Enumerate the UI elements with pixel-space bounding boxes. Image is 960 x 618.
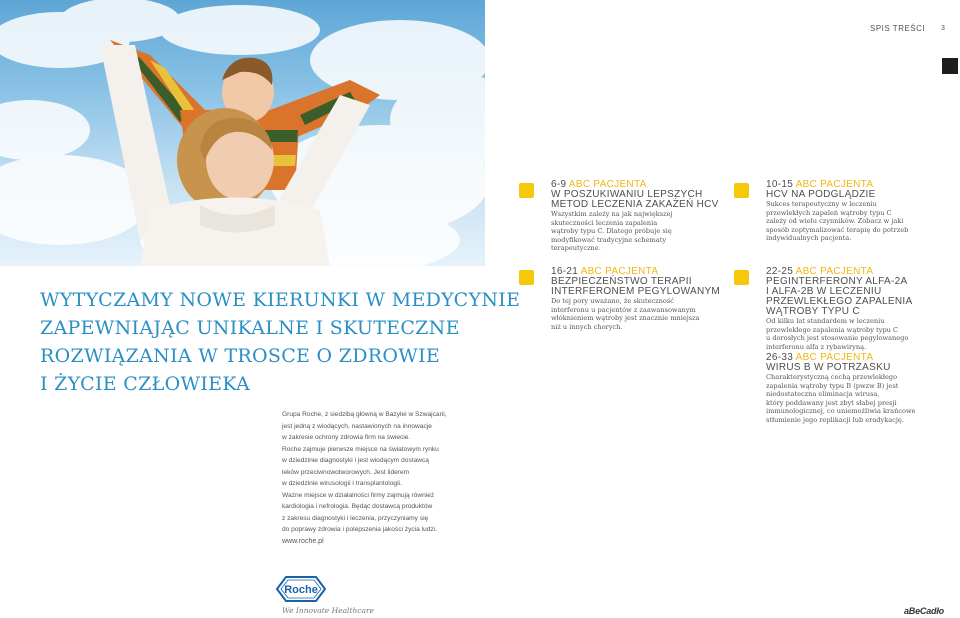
entry-description: Wszystkim zależy na jak największej skuteczności leczenia zapalenia wątroby typu C. Dlatego próbuje się modyfikować tradycyjne schematy terapeutyczne. <box>551 210 673 253</box>
entry-category: ABC PACJENTA <box>795 266 874 277</box>
description-line: w zakresie ochrony zdrowia firm na świecie. <box>282 434 411 441</box>
page-headline <box>40 286 521 398</box>
roche-logo <box>276 576 326 607</box>
entry-description: Charakterystyczną cechą przewlekłego zapalenia wątroby typu B (pwzw B) jest niedostateczna eliminacja wirusa, który poddawany jest zbyt słabej presji immunologicznej, co uniemożliwia krańcowe stłumienie jego replikacji lub eradykację. <box>766 373 916 424</box>
section-title: SPIS TREŚCI <box>870 24 926 33</box>
entry-title: W POSZUKIWANIU LEPSZYCH METOD LECZENIA ZAKAŻEŃ HCV <box>551 189 719 210</box>
entry-description: Do tej pory uważano, że skuteczność interferonu u pacjentów z zaawansowanym włóknieniem wątroby jest znacznie mniejsza niż u innych chorych. <box>551 297 700 331</box>
description-line: kardiologia i nefrologia. Będąc dostawcą produktów <box>282 503 433 510</box>
company-description <box>282 409 482 536</box>
entry-category: ABC PACJENTA <box>580 266 659 277</box>
entry-category: ABC PACJENTA <box>568 179 647 190</box>
entry-pages: 6-9 <box>551 179 567 190</box>
bullet-square <box>519 270 534 285</box>
entry-category: ABC PACJENTA <box>795 179 874 190</box>
entry-pages: 16-21 <box>551 266 579 277</box>
description-line: w dziedzinie diagnostyki i jest wiodącym dostawcą <box>282 457 429 464</box>
description-line: Roche zajmuje pierwsze miejsce na światowym rynku <box>282 445 439 453</box>
entry-title: HCV NA PODGLĄDZIE <box>766 189 876 200</box>
description-line: z zakresu diagnostyki i leczenia, przyczyniamy się <box>282 514 429 522</box>
description-line: jest jedną z wiodących, nastawionych na innowacje <box>282 422 432 430</box>
abecadlo-logo: aBeCadło <box>904 606 944 616</box>
bullet-square <box>734 183 749 198</box>
entry-title: WIRUS B W POTRZASKU <box>766 362 891 373</box>
description-line: Grupa Roche, z siedzibą główną w Bazylei w Szwajcarii, <box>282 411 447 418</box>
bullet-square <box>519 183 534 198</box>
entry-title: BEZPIECZEŃSTWO TERAPII INTERFERONEM PEGYLOWANYM <box>551 276 721 297</box>
corner-square <box>942 58 958 74</box>
headline-line: WYTYCZAMY NOWE KIERUNKI W MEDYCYNIE <box>40 289 521 311</box>
mother-child-photo <box>0 0 485 266</box>
entry-pages: 10-15 <box>766 179 794 190</box>
entry-title: PEGINTERFERONY ALFA-2A I ALFA-2B W LECZENIU PRZEWLEKŁEGO ZAPALENIA WĄTROBY TYPU C <box>766 276 913 317</box>
entry-description: Od kilku lat standardem w leczeniu przewlekłego zapalenia wątroby typu C u dorosłych jest stosowanie pegylowanego interferonu alfa z rybawiryną. <box>766 317 909 351</box>
website-link[interactable]: www.roche.pl <box>282 538 324 545</box>
entry-pages: 22-25 <box>766 266 794 277</box>
headline-line: ROZWIĄZANIA W TROSCE O ZDROWIE <box>40 345 441 367</box>
entry-description: Sukces terapeutyczny w leczeniu przewlekłych zapaleń wątroby typu C zależy od wielu czynników. Zobacz w jaki sposób zoptymalizować terapię do potrzeb indywidualnych pacjenta. <box>766 200 909 243</box>
bullet-square <box>734 270 749 285</box>
description-line: Ważne miejsce w działalności firmy zajmują również <box>282 491 435 499</box>
logo-wordmark: Roche <box>284 584 318 596</box>
headline-line: ZAPEWNIAJĄC UNIKALNE I SKUTECZNE <box>40 317 460 339</box>
description-line: w dziedzinie wirusologii i transplantologii. <box>282 480 402 487</box>
headline-line: I ŻYCIE CZŁOWIEKA <box>40 373 251 395</box>
page-number: 3 <box>941 25 945 32</box>
entry-category: ABC PACJENTA <box>795 352 874 363</box>
description-line: do poprawy zdrowia i polepszenia jakości życia ludzi. <box>282 526 438 533</box>
logo-tagline: We Innovate Healthcare <box>282 606 374 615</box>
entry-pages: 26-33 <box>766 352 794 363</box>
description-line: leków przeciwnowotworowych. Jest liderem <box>282 468 410 476</box>
cover-photo <box>0 0 485 266</box>
